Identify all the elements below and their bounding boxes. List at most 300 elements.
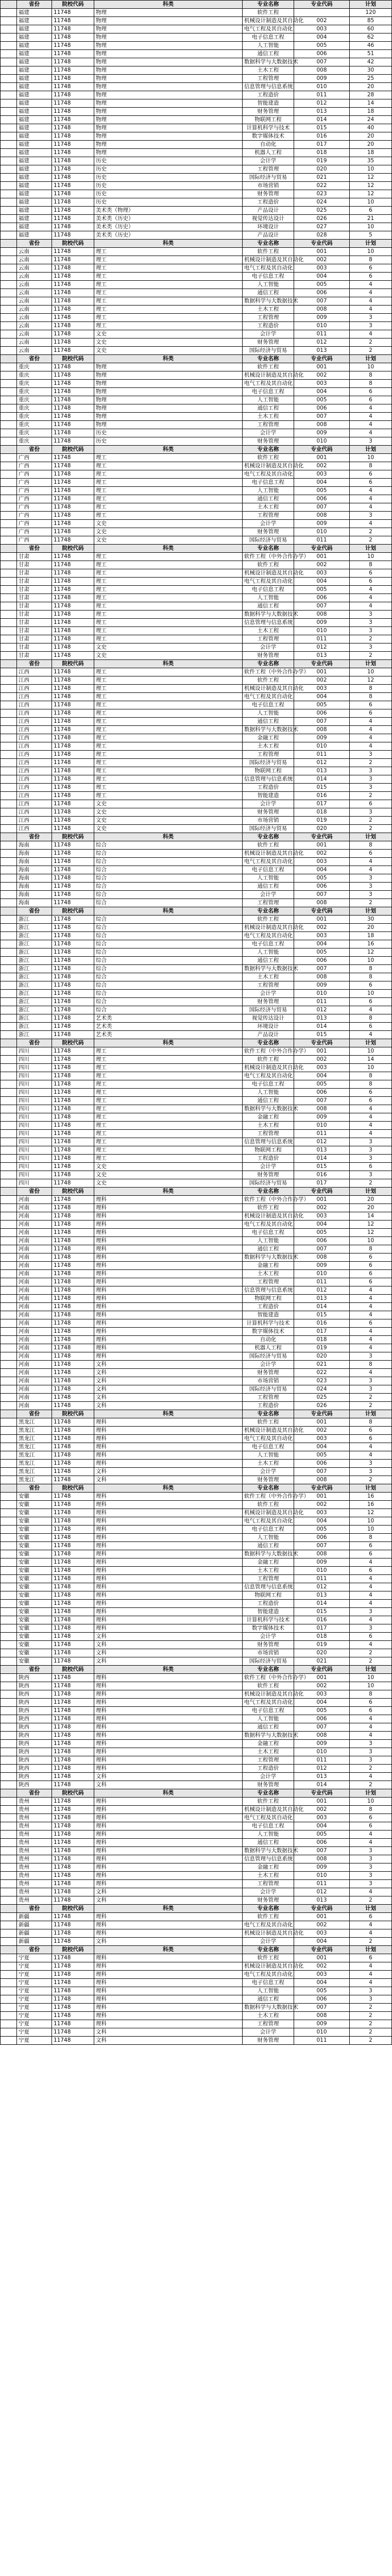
major-code-cell: 020 (294, 825, 350, 833)
province-cell: 河南 (17, 1303, 52, 1311)
marker-cell (1, 1913, 17, 1921)
plan-count-cell: 8 (350, 1072, 392, 1080)
plan-count-cell: 4 (350, 1962, 392, 1971)
major-name-cell: 工程造价 (243, 784, 294, 792)
major-name-cell: 计算机科学与技术 (243, 1616, 294, 1624)
marker-cell (1, 883, 17, 891)
marker-cell (1, 207, 17, 215)
category-cell: 文科 (94, 1633, 243, 1641)
major-name-cell: 电气工程及其自动化 (243, 578, 294, 586)
category-cell: 理工 (94, 1056, 243, 1064)
school-code-cell: 11748 (52, 1435, 94, 1443)
marker-cell (1, 1451, 17, 1460)
plan-count-cell: 2 (350, 1781, 392, 1789)
category-cell: 美术类（物理） (94, 207, 243, 215)
school-code-cell: 11748 (52, 1014, 94, 1023)
header-row (1, 1905, 392, 1913)
major-name-cell: 软件工程 (243, 363, 294, 371)
header-cell: 院校代码 (52, 355, 94, 363)
header-cell: 院校代码 (52, 1789, 94, 1798)
marker-cell (1, 1641, 17, 1649)
plan-count-cell: 10 (350, 957, 392, 965)
table-row (1, 1740, 392, 1748)
major-name-cell: 软件工程 (243, 1418, 294, 1427)
table-row (1, 1146, 392, 1155)
province-cell: 宁夏 (17, 1971, 52, 1979)
plan-count-cell: 2 (350, 792, 392, 800)
province-cell: 四川 (17, 1056, 52, 1064)
table-row (1, 553, 392, 561)
province-cell: 江西 (17, 718, 52, 726)
school-code-cell: 11748 (52, 1509, 94, 1517)
province-cell: 河南 (17, 1377, 52, 1385)
major-name-cell: 机械设计制造及其自动化 (243, 1427, 294, 1435)
table-row (1, 1253, 392, 1262)
plan-count-cell: 4 (350, 487, 392, 495)
major-name-cell: 信息管理与信息系统 (243, 775, 294, 784)
school-code-cell: 11748 (52, 512, 94, 520)
school-code-cell: 11748 (52, 413, 94, 421)
marker-cell (1, 1163, 17, 1171)
major-name-cell: 电气工程及其自动化 (243, 1971, 294, 1979)
major-name-cell: 数据科学与大数据技术 (243, 2004, 294, 2012)
marker-cell (1, 380, 17, 388)
category-cell: 文科 (94, 2037, 243, 2045)
province-cell: 河南 (17, 1196, 52, 1204)
header-cell: 专业名称 (243, 1039, 294, 1047)
plan-count-cell: 8 (350, 965, 392, 973)
major-name-cell: 电子信息工程 (243, 1443, 294, 1451)
plan-count-cell: 8 (350, 685, 392, 693)
category-cell: 物理 (94, 99, 243, 108)
category-cell: 物理 (94, 17, 243, 25)
marker-cell (1, 792, 17, 800)
plan-count-cell: 3 (350, 437, 392, 446)
plan-count-cell: 2 (350, 1476, 392, 1484)
major-code-cell: 012 (294, 338, 350, 347)
province-cell: 甘肃 (17, 553, 52, 561)
major-code-cell: 009 (294, 75, 350, 83)
major-name-cell: 机械设计制造及其自动化 (243, 1806, 294, 1814)
header-cell: 计划 (350, 240, 392, 248)
school-code-cell: 11748 (52, 1344, 94, 1352)
province-cell: 河南 (17, 1221, 52, 1229)
category-cell: 物理 (94, 380, 243, 388)
major-name-cell: 机械设计制造及其自动化 (243, 1509, 294, 1517)
table-row (1, 528, 392, 536)
table-row (1, 421, 392, 429)
major-name-cell: 土木工程 (243, 66, 294, 75)
province-cell: 甘肃 (17, 561, 52, 569)
header-cell: 省份 (17, 1410, 52, 1418)
major-name-cell: 电子信息工程 (243, 1822, 294, 1831)
plan-count-cell: 12 (350, 1509, 392, 1517)
category-cell: 美术类（历史） (94, 223, 243, 231)
major-name-cell: 人工智能 (243, 1831, 294, 1839)
header-cell: 专业名称 (243, 1410, 294, 1418)
category-cell: 文科 (94, 1476, 243, 1484)
school-code-cell: 11748 (52, 1377, 94, 1385)
province-cell: 福建 (17, 33, 52, 42)
table-row (1, 841, 392, 850)
plan-count-cell: 2 (350, 338, 392, 347)
province-cell: 陕西 (17, 1723, 52, 1732)
table-row (1, 1657, 392, 1666)
table-row (1, 850, 392, 858)
marker-cell (1, 338, 17, 347)
marker-cell (1, 1806, 17, 1814)
category-cell: 理工 (94, 264, 243, 273)
major-name-cell: 数据科学与大数据技术 (243, 1847, 294, 1855)
major-code-cell: 012 (294, 1888, 350, 1896)
plan-count-cell: 6 (350, 998, 392, 1006)
marker-cell (1, 874, 17, 883)
major-name-cell: 金融工程 (243, 734, 294, 742)
school-code-cell: 11748 (52, 1732, 94, 1740)
marker-cell (1, 413, 17, 421)
major-code-cell: 001 (294, 1913, 350, 1921)
category-cell: 理科 (94, 1344, 243, 1352)
school-code-cell: 11748 (52, 207, 94, 215)
table-row (1, 643, 392, 652)
major-code-cell: 009 (294, 1740, 350, 1748)
province-cell: 四川 (17, 1138, 52, 1146)
category-cell: 理科 (94, 1732, 243, 1740)
category-cell: 理工 (94, 635, 243, 643)
major-code-cell: 003 (294, 1690, 350, 1699)
header-cell: 省份 (17, 240, 52, 248)
plan-count-cell: 4 (350, 1773, 392, 1781)
major-code-cell: 011 (294, 1278, 350, 1286)
school-code-cell: 11748 (52, 1979, 94, 1987)
province-cell: 重庆 (17, 413, 52, 421)
plan-count-cell: 2 (350, 2020, 392, 2028)
province-cell: 宁夏 (17, 2028, 52, 2037)
major-code-cell: 010 (294, 1270, 350, 1278)
table-row (1, 1311, 392, 1319)
major-name-cell: 金融工程 (243, 1558, 294, 1567)
table-row (1, 470, 392, 479)
header-cell: 计划 (350, 1, 392, 9)
plan-count-cell: 4 (350, 866, 392, 874)
province-cell: 福建 (17, 157, 52, 165)
table-row (1, 1435, 392, 1443)
plan-count-cell: 18 (350, 149, 392, 157)
header-cell: 计划 (350, 355, 392, 363)
plan-count-cell: 6 (350, 1954, 392, 1962)
province-cell: 重庆 (17, 363, 52, 371)
category-cell: 理科 (94, 1270, 243, 1278)
category-cell: 物理 (94, 58, 243, 66)
school-code-cell: 11748 (52, 322, 94, 330)
school-code-cell: 11748 (52, 388, 94, 396)
marker-cell (1, 1146, 17, 1155)
province-cell: 云南 (17, 338, 52, 347)
major-name-cell: 工程管理 (243, 751, 294, 759)
major-code-cell: 013 (294, 1591, 350, 1600)
category-cell: 理科 (94, 1558, 243, 1567)
major-code-cell: 004 (294, 479, 350, 487)
marker-cell (1, 149, 17, 157)
table-row (1, 1080, 392, 1089)
table-row (1, 784, 392, 792)
major-code-cell: 008 (294, 899, 350, 907)
school-code-cell: 11748 (52, 676, 94, 685)
major-name-cell: 国际经济与贸易 (243, 825, 294, 833)
major-name-cell: 数据科学与大数据技术 (243, 1253, 294, 1262)
province-cell: 重庆 (17, 429, 52, 437)
major-code-cell: 007 (294, 1847, 350, 1855)
header-cell: 院校代码 (52, 1905, 94, 1913)
table-row (1, 1855, 392, 1863)
table-row (1, 1014, 392, 1023)
category-cell: 理科 (94, 1245, 243, 1253)
marker-cell (1, 306, 17, 314)
school-code-cell: 11748 (52, 1146, 94, 1155)
major-name-cell: 软件工程 (243, 1913, 294, 1921)
school-code-cell: 11748 (52, 273, 94, 281)
school-code-cell: 11748 (52, 503, 94, 512)
category-cell: 艺术类 (94, 1031, 243, 1039)
school-code-cell: 11748 (52, 924, 94, 932)
school-code-cell: 11748 (52, 437, 94, 446)
major-code-cell: 006 (294, 50, 350, 58)
header-cell: 专业代码 (294, 1039, 350, 1047)
header-row (1, 1484, 392, 1493)
table-row (1, 42, 392, 50)
province-cell: 福建 (17, 141, 52, 149)
table-row (1, 1773, 392, 1781)
header-cell: 省份 (17, 907, 52, 916)
school-code-cell: 11748 (52, 817, 94, 825)
major-code-cell: 004 (294, 1443, 350, 1451)
school-code-cell: 11748 (52, 1427, 94, 1435)
table-row (1, 1633, 392, 1641)
header-cell: 省份 (17, 446, 52, 454)
province-cell: 云南 (17, 314, 52, 322)
table-row (1, 1418, 392, 1427)
plan-count-cell: 6 (350, 1567, 392, 1575)
header-cell: 专业名称 (243, 1484, 294, 1493)
plan-count-cell: 4 (350, 495, 392, 503)
table-row (1, 2004, 392, 2012)
plan-count-cell: 8 (350, 1690, 392, 1699)
table-row (1, 1765, 392, 1773)
table-row (1, 322, 392, 330)
plan-count-cell: 8 (350, 1014, 392, 1023)
major-name-cell: 电子信息工程 (243, 1707, 294, 1715)
major-name-cell: 土木工程 (243, 1270, 294, 1278)
major-code-cell: 004 (294, 1221, 350, 1229)
plan-count-cell: 3 (350, 1847, 392, 1855)
marker-cell (1, 1723, 17, 1732)
major-name-cell: 会计学 (243, 1773, 294, 1781)
category-cell: 理工 (94, 470, 243, 479)
marker-cell (1, 1303, 17, 1311)
category-cell: 文史 (94, 1179, 243, 1188)
school-code-cell: 11748 (52, 1163, 94, 1171)
school-code-cell: 11748 (52, 1954, 94, 1962)
school-code-cell: 11748 (52, 536, 94, 545)
table-row (1, 874, 392, 883)
major-code-cell: 009 (294, 429, 350, 437)
marker-cell (1, 602, 17, 611)
major-code-cell: 012 (294, 1765, 350, 1773)
marker-cell (1, 1113, 17, 1122)
major-code-cell: 001 (294, 1798, 350, 1806)
major-code-cell: 007 (294, 891, 350, 899)
major-code-cell: 007 (294, 1542, 350, 1550)
province-cell: 云南 (17, 297, 52, 306)
marker-cell (1, 1583, 17, 1591)
major-name-cell: 工程造价 (243, 1600, 294, 1608)
school-code-cell: 11748 (52, 1913, 94, 1921)
school-code-cell: 11748 (52, 1237, 94, 1245)
category-cell: 文史 (94, 338, 243, 347)
marker-cell (1, 1435, 17, 1443)
table-row (1, 1600, 392, 1608)
plan-count-cell: 6 (350, 709, 392, 718)
table-row (1, 1064, 392, 1072)
major-name-cell: 软件工程 (243, 561, 294, 569)
major-name-cell: 软件工程（中外合作办学） (243, 553, 294, 561)
province-cell: 陕西 (17, 1781, 52, 1789)
major-code-cell: 003 (294, 1212, 350, 1221)
major-code-cell: 026 (294, 215, 350, 223)
plan-count-cell: 2 (350, 817, 392, 825)
major-name-cell: 金融工程 (243, 1863, 294, 1872)
plan-count-cell: 4 (350, 1616, 392, 1624)
major-code-cell: 004 (294, 1979, 350, 1987)
province-cell: 宁夏 (17, 1954, 52, 1962)
plan-count-cell: 20 (350, 1204, 392, 1212)
province-cell: 江西 (17, 808, 52, 817)
marker-cell (1, 850, 17, 858)
header-cell: 院校代码 (52, 1, 94, 9)
major-code-cell: 010 (294, 990, 350, 998)
marker-cell (1, 891, 17, 899)
major-name-cell: 产品设计 (243, 1031, 294, 1039)
table-row (1, 1344, 392, 1352)
school-code-cell: 11748 (52, 1526, 94, 1534)
marker-cell (1, 1822, 17, 1831)
province-cell: 陕西 (17, 1756, 52, 1765)
province-cell: 海南 (17, 891, 52, 899)
marker-cell (1, 99, 17, 108)
plan-count-cell: 12 (350, 190, 392, 198)
plan-count-cell: 6 (350, 1707, 392, 1715)
province-cell: 福建 (17, 50, 52, 58)
province-cell: 江西 (17, 701, 52, 709)
school-code-cell: 11748 (52, 1319, 94, 1328)
major-name-cell: 机械设计制造及其自动化 (243, 1929, 294, 1938)
table-row (1, 330, 392, 338)
header-cell: 科类 (94, 1666, 243, 1674)
province-cell: 甘肃 (17, 611, 52, 619)
major-code-cell: 010 (294, 1567, 350, 1575)
major-code-cell: 005 (294, 281, 350, 289)
school-code-cell: 11748 (52, 1105, 94, 1113)
major-name-cell: 信息管理与信息系统 (243, 619, 294, 627)
major-code-cell: 006 (294, 709, 350, 718)
category-cell: 理工 (94, 273, 243, 281)
major-code-cell: 004 (294, 1517, 350, 1526)
province-cell: 浙江 (17, 948, 52, 957)
school-code-cell: 11748 (52, 948, 94, 957)
marker-cell (1, 1888, 17, 1896)
major-code-cell: 005 (294, 1526, 350, 1534)
marker-cell (1, 1369, 17, 1377)
category-cell: 理科 (94, 1451, 243, 1460)
plan-count-cell: 20 (350, 924, 392, 932)
province-cell: 云南 (17, 306, 52, 314)
province-cell: 福建 (17, 124, 52, 132)
province-cell: 贵州 (17, 1822, 52, 1831)
table-row (1, 182, 392, 190)
major-code-cell: 018 (294, 1633, 350, 1641)
plan-count-cell: 6 (350, 273, 392, 281)
marker-cell (1, 1971, 17, 1979)
category-cell: 理工 (94, 627, 243, 635)
major-name-cell: 会计学 (243, 330, 294, 338)
major-name-cell: 软件工程（中外合作办学） (243, 1493, 294, 1501)
plan-count-cell: 3 (350, 1987, 392, 1995)
plan-count-cell: 8 (350, 371, 392, 380)
table-row (1, 1402, 392, 1410)
table-row (1, 1938, 392, 1946)
school-code-cell: 11748 (52, 25, 94, 33)
major-code-cell: 003 (294, 264, 350, 273)
major-name-cell: 电气工程及其自动化 (243, 264, 294, 273)
school-code-cell: 11748 (52, 1806, 94, 1814)
major-code-cell: 014 (294, 1023, 350, 1031)
marker-cell (1, 1023, 17, 1031)
major-name-cell: 电子信息工程 (243, 479, 294, 487)
category-cell: 历史 (94, 182, 243, 190)
major-code-cell: 008 (294, 306, 350, 314)
school-code-cell: 11748 (52, 1278, 94, 1286)
category-cell: 理工 (94, 1047, 243, 1056)
plan-count-cell: 3 (350, 1468, 392, 1476)
marker-cell (1, 718, 17, 726)
school-code-cell: 11748 (52, 487, 94, 495)
school-code-cell: 11748 (52, 223, 94, 231)
province-cell: 重庆 (17, 404, 52, 413)
marker-cell (1, 1773, 17, 1781)
table-row (1, 1624, 392, 1633)
plan-count-cell: 10 (350, 198, 392, 207)
school-code-cell: 11748 (52, 330, 94, 338)
major-code-cell: 003 (294, 25, 350, 33)
category-cell: 理工 (94, 1097, 243, 1105)
table-row (1, 132, 392, 141)
category-cell: 理工 (94, 495, 243, 503)
major-code-cell: 018 (294, 808, 350, 817)
plan-count-cell: 6 (350, 1097, 392, 1105)
category-cell: 理科 (94, 1863, 243, 1872)
category-cell: 理工 (94, 462, 243, 470)
school-code-cell: 11748 (52, 124, 94, 132)
province-cell: 海南 (17, 841, 52, 850)
header-cell: 科类 (94, 660, 243, 668)
major-code-cell: 010 (294, 1748, 350, 1756)
marker-cell (1, 1476, 17, 1484)
province-cell: 福建 (17, 174, 52, 182)
major-code-cell: 003 (294, 685, 350, 693)
table-row (1, 1847, 392, 1855)
major-code-cell: 010 (294, 742, 350, 751)
province-cell: 四川 (17, 1089, 52, 1097)
